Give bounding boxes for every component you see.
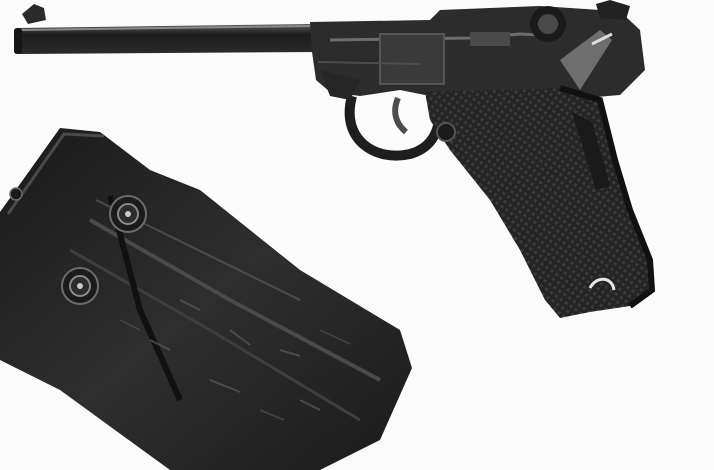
snap-lower [62,268,98,304]
holster-pouch [0,128,412,470]
grip [425,88,652,318]
pouch-body [0,128,412,470]
front-sight [22,4,46,24]
snap-upper [110,196,146,232]
rivet [10,188,22,200]
